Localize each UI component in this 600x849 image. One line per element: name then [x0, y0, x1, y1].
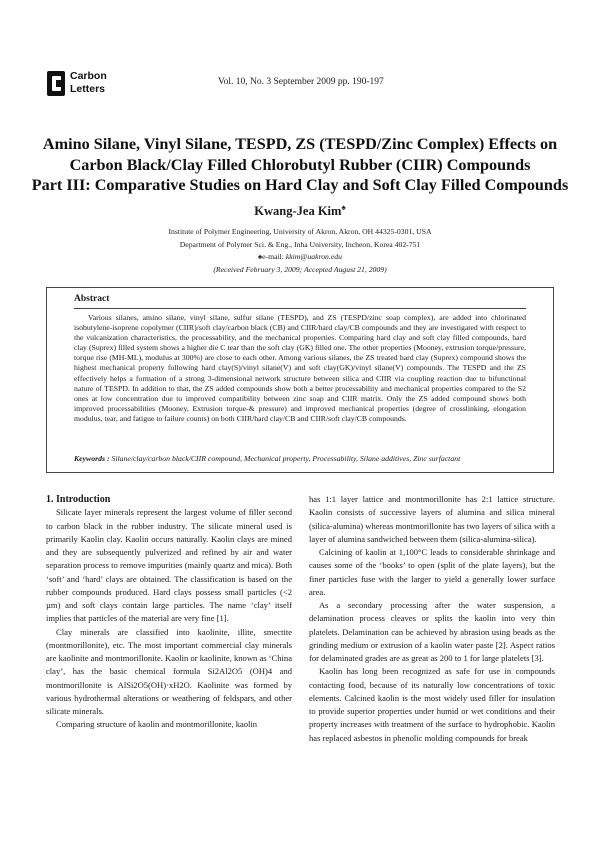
left-paragraph-3: Comparing structure of kaolin and montmorillonite, kaolin — [56, 719, 258, 730]
abstract-heading: Abstract — [74, 294, 110, 304]
left-paragraph-1: Silicate layer minerals represent the largest volume of filler second to carbon black in the rubber industry. The silicate mineral used is primarily Kaolin clay. Kaolin occurs naturally. Kaolin clays are mined and they are subsequently pulverized and refined by air and water separation process to remove impurities (mainly quartz and mica). Both ‘soft’ and ‘hard’ clays are obtained. The classification is based on the rubber compounds produced. Hard clays possess small particles (<2 µm) and soft clays contain large particles. The name ‘clay’ itself implies that particles of the material are very fine [1]. — [46, 507, 292, 624]
section-title-introduction: 1. Introduction — [46, 494, 111, 505]
keywords-list: Silane/clay/carbon black/CIIR compound, Mechanical property, Processability, Silane additives, Zinc surfactant — [111, 454, 461, 463]
affiliation-1: Institute of Polymer Engineering, University of Akron, Akron, OH 44325-0301, USA — [168, 227, 432, 236]
logo-line-1: Carbon — [70, 70, 107, 82]
abstract-box — [46, 287, 554, 473]
journal-logo — [47, 70, 117, 100]
right-paragraph-1: has 1:1 layer lattice and montmorillonite has 2:1 lattice structure. Kaolin consists of successive layers of alumina and silica mineral (silica-alumina) whereas montmorillonite has two layers of silica with a layer of alumina sandwiched between them (silica-alumina-silica). — [309, 494, 555, 544]
logo-line-2: Letters — [70, 83, 106, 95]
affiliation-2: Department of Polymer Sci. & Eng., Inha University, Incheon, Korea 402-751 — [179, 239, 421, 249]
author — [0, 203, 600, 219]
email-line — [0, 251, 600, 264]
title-line-2: Carbon Black/Clay Filled Chlorobutyl Rubber (CIIR) Compounds — [69, 155, 531, 174]
keywords-label: Keywords : — [74, 454, 112, 463]
email-address: kkim@uakron.edu — [285, 252, 342, 261]
keywords — [74, 454, 533, 463]
left-column — [46, 493, 292, 732]
abstract-text: Various silanes, amino silane, vinyl silane, sulfur silane (TESPD), and ZS (TESPD/zinc soap complex), are added into chlorinated isobutylene-isoprene copolymer (CIIR)/soft clay/carbon black (CB) and CIIR/hard clay/CB compounds and they are investigated with respect to the vulcanization characteristics, the processability, and the mechanical properties. Comparing hard clay and soft clay filled compounds, hard clay (Suprex) filled system shows a higher die C tear than the soft clay (GK) filled one. The other properties (Mooney, extrusion torque/pressure, torque rise (MH-ML), modulus at 300%) are close to each other. Among various silanes, the ZS treated hard clay (Suprex) compound shows the highest mechanical property following hard clay(S)/vinyl silane(V) and soft clay(GK)/vinyl silane(V) compounds. The TESPD and the ZS effectively helps a formation of a strong 3-dimensional network structure between silica and CIIR via coupling reaction due to bifunctional nature of TESPD. In addition to that, the ZS added compounds show both a better processability and mechanical properties compared to the S2 ones at low concentration due to improved compatibility between zinc soap and CIIR matrix. Only the ZS added compound shows both improved processabilities (Mooney, Extrusion torque-& pressure) and improved mechanical properties (degree of crosslinking, elongation modulus, tear, and fatigue to failure counts) on both CIIR/hard clay/CB and CIIR/soft clay/CB compounds. — [74, 313, 526, 423]
title-line-3: Part III: Comparative Studies on Hard Clay and Soft Clay Filled Compounds — [31, 176, 569, 194]
right-paragraph-3: As a secondary processing after the water suspension, a delamination process cleaves or splits the kaolin into very thin platelets. Delamination can be achieved by abrasion using beads as the grinding medium or extrusion of a kaolin water paste [2]. Aspect ratios for delaminated grades are as great as 200 to 1 for large platelets [3]. — [309, 600, 555, 663]
abstract-divider — [74, 308, 526, 309]
journal-logo-text — [70, 70, 107, 96]
right-paragraph-2: Calcining of kaolin at 1,100°C leads to considerable shrinkage and causes some of the ‘books’ to open (split of the plate layers), but the finer particles fuse with the larger to yield a generally lower surface area. — [309, 547, 555, 597]
right-column — [309, 493, 555, 745]
affiliations — [0, 226, 600, 276]
journal-citation: Vol. 10, No. 3 September 2009 pp. 190-197 — [218, 77, 384, 87]
received-dates: (Received February 3, 2009; Accepted August 21, 2009) — [213, 264, 387, 274]
right-paragraph-4: Kaolin has long been recognized as safe for use in compounds contacting food, because of its naturally low concentrations of toxic elements. Calcined kaolin is the most widely used filler for insulation to provide superior properties under humid or wet conditions and their property increases with treatment of the surface to hydrophobic. Kaolin has replaced asbestos in phenolic molding compounds for break — [309, 666, 555, 743]
title-line-1: Amino Silane, Vinyl Silane, TESPD, ZS (TESPD/Zinc Complex) Effects on — [42, 135, 558, 153]
email-prefix: ♠e-mail: — [258, 252, 286, 261]
author-name: Kwang-Jea Kim — [254, 204, 342, 219]
left-paragraph-2: Clay minerals are classified into kaolinite, illite, smectite (montmorillonite), etc. The most important commercial clay minerals are kaolinite and montmorillonite. Kaolin or kaolinite, known as ‘China clay’, has the basic chemical formula Si2Al2O5 (OH)4 and montmorillonite is AlSi2O5(OH)·xH2O. Kaolinite was formed by various hydrothermal alterations or weathering of feldspars, and other silicate minerals. — [46, 626, 292, 716]
carbon-letters-logo-icon — [47, 71, 65, 96]
corresponding-author-mark: ♠ — [341, 203, 346, 212]
paper-title — [20, 134, 580, 196]
